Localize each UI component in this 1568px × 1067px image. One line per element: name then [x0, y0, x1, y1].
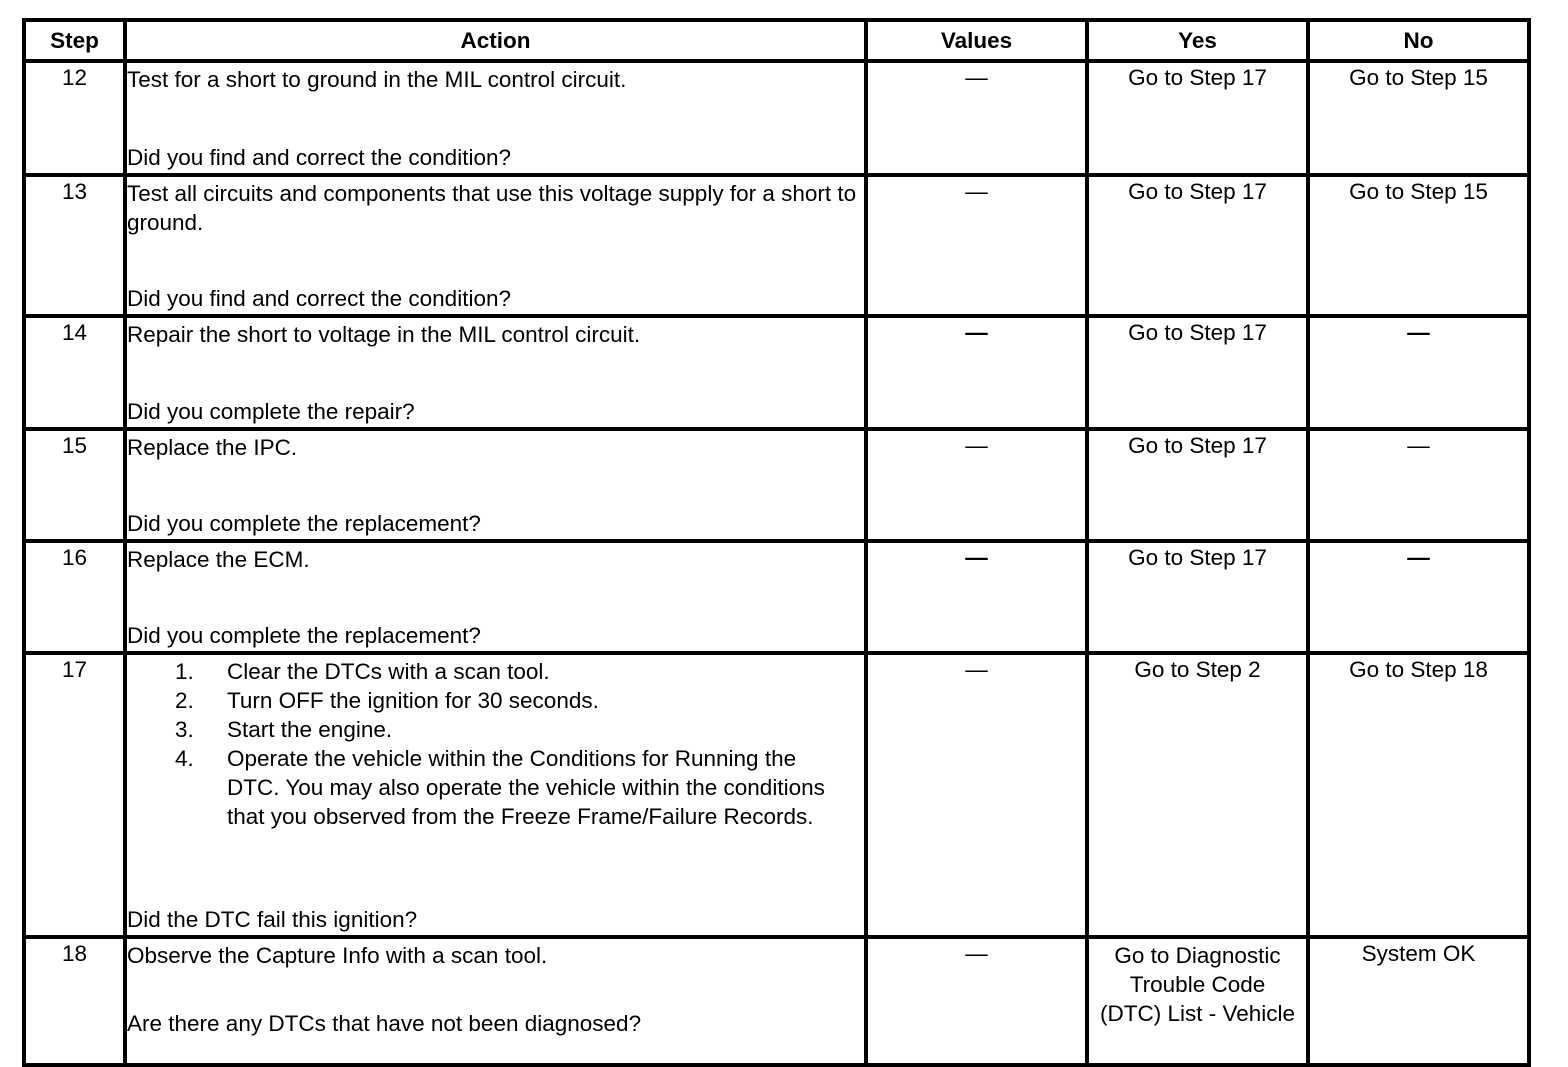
action-cell [125, 937, 866, 1065]
list-number: 4. [175, 746, 194, 771]
action-question: Did the DTC fail this ignition? [127, 907, 418, 932]
action-text: Replace the ECM. [127, 547, 310, 572]
values-cell: — [866, 61, 1087, 175]
no-cell: — [1308, 429, 1529, 541]
table-row [24, 316, 1529, 429]
action-cell [125, 429, 866, 541]
header-step: Step [24, 20, 125, 61]
list-number: 3. [175, 717, 194, 742]
action-cell [125, 316, 866, 429]
step-number: 17 [24, 653, 125, 937]
values-cell: — [866, 541, 1087, 653]
header-action: Action [125, 20, 866, 61]
action-cell [125, 175, 866, 316]
no-cell: Go to Step 18 [1308, 653, 1529, 937]
action-text: Test all circuits and components that use this voltage supply for a short to ground. [127, 181, 857, 235]
header-values: Values [866, 20, 1087, 61]
header-row [24, 20, 1529, 61]
procedure-list [127, 657, 864, 831]
values-cell: — [866, 175, 1087, 316]
action-question: Are there any DTCs that have not been diagnosed? [127, 1011, 642, 1036]
step-number: 16 [24, 541, 125, 653]
step-number: 14 [24, 316, 125, 429]
yes-cell: Go to Step 17 [1087, 541, 1308, 653]
yes-cell: Go to Step 17 [1087, 429, 1308, 541]
yes-cell: Go to Diagnostic Trouble Code (DTC) List - Vehicle [1087, 937, 1308, 1065]
yes-cell: Go to Step 2 [1087, 653, 1308, 937]
list-number: 2. [175, 688, 194, 713]
list-text: Operate the vehicle within the Conditions for Running the DTC. You may also operate the vehicle within the conditions that you observed from the Freeze Frame/Failure Records. [227, 746, 825, 829]
yes-cell: Go to Step 17 [1087, 316, 1308, 429]
table-row [24, 429, 1529, 541]
list-item [127, 657, 864, 686]
action-question: Did you find and correct the condition? [127, 286, 511, 311]
header-yes: Yes [1087, 20, 1308, 61]
step-number: 18 [24, 937, 125, 1065]
list-item [127, 715, 864, 744]
diagnostic-table [22, 18, 1531, 1067]
action-text: Test for a short to ground in the MIL control circuit. [127, 67, 627, 92]
table-row [24, 175, 1529, 316]
no-cell: — [1308, 316, 1529, 429]
step-number: 12 [24, 61, 125, 175]
header-no: No [1308, 20, 1529, 61]
values-cell: — [866, 653, 1087, 937]
table-row [24, 61, 1529, 175]
action-question: Did you complete the replacement? [127, 511, 481, 536]
action-text: Observe the Capture Info with a scan tool. [127, 943, 548, 968]
list-item [127, 686, 864, 715]
values-cell: — [866, 429, 1087, 541]
values-cell: — [866, 316, 1087, 429]
action-question: Did you complete the replacement? [127, 623, 481, 648]
list-text: Start the engine. [227, 717, 393, 742]
list-text: Clear the DTCs with a scan tool. [227, 659, 550, 684]
list-item [127, 744, 864, 831]
action-text: Replace the IPC. [127, 435, 298, 460]
table-row [24, 541, 1529, 653]
list-text: Turn OFF the ignition for 30 seconds. [227, 688, 599, 713]
action-question: Did you find and correct the condition? [127, 145, 511, 170]
action-cell [125, 653, 866, 937]
no-cell: System OK [1308, 937, 1529, 1065]
no-cell: Go to Step 15 [1308, 61, 1529, 175]
no-cell: Go to Step 15 [1308, 175, 1529, 316]
action-text: Repair the short to voltage in the MIL control circuit. [127, 322, 641, 347]
table-row [24, 653, 1529, 937]
table-row [24, 937, 1529, 1065]
action-question: Did you complete the repair? [127, 399, 415, 424]
step-number: 15 [24, 429, 125, 541]
action-cell [125, 541, 866, 653]
values-cell: — [866, 937, 1087, 1065]
action-cell [125, 61, 866, 175]
no-cell: — [1308, 541, 1529, 653]
yes-cell: Go to Step 17 [1087, 175, 1308, 316]
yes-cell: Go to Step 17 [1087, 61, 1308, 175]
step-number: 13 [24, 175, 125, 316]
list-number: 1. [175, 659, 194, 684]
